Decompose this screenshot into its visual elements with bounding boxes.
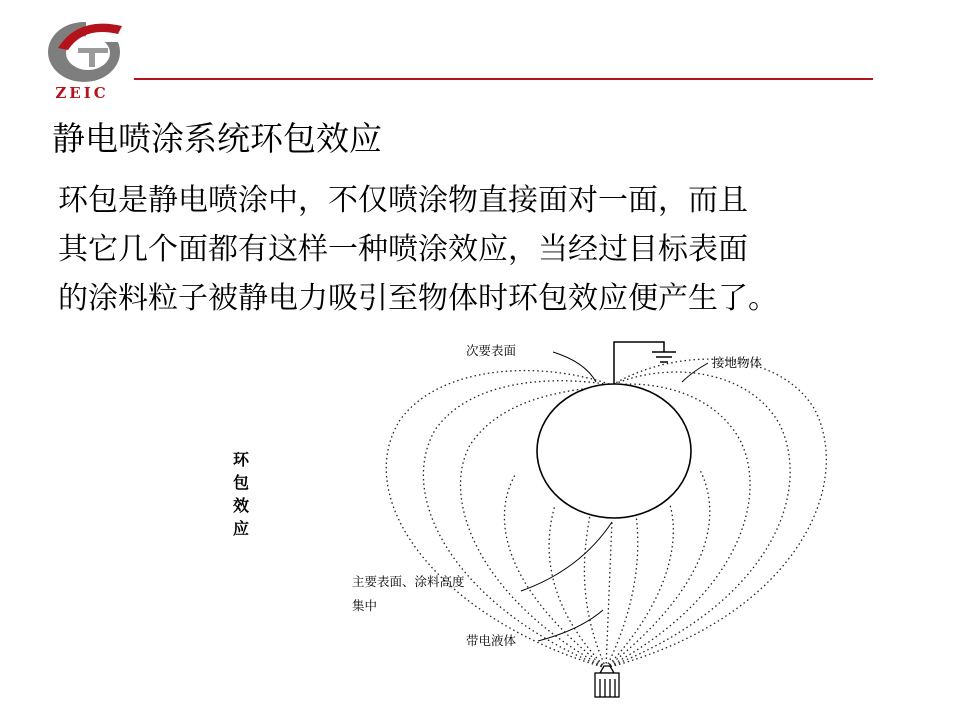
body-line-3: 的涂料粒子被静电力吸引至物体时环包效应便产生了。: [58, 281, 778, 316]
grounded-object-circle: [537, 384, 691, 518]
ground-symbol-icon: [614, 342, 676, 384]
body-line-2: 其它几个面都有这样一种喷涂效应，当经过目标表面: [58, 232, 748, 267]
charged-liquid-label: 带电液体: [466, 633, 517, 648]
secondary-surface-label: 次要表面: [466, 343, 517, 358]
side-label-char: 应: [232, 519, 249, 538]
side-label-char: 包: [232, 473, 249, 492]
primary-surface-label: 主要表面、涂料高度: [352, 574, 465, 589]
primary-surface-label-cont: 集中: [352, 598, 378, 613]
side-label-char: 效: [232, 496, 249, 515]
side-label-char: 环: [232, 450, 249, 469]
logo-text: ZEIC: [55, 84, 109, 102]
spray-nozzle-icon: [595, 666, 619, 697]
grounded-object-label: 接地物体: [712, 355, 763, 370]
slide-title: 静电喷涂系统环包效应: [52, 119, 382, 158]
body-line-1: 环包是静电喷涂中，不仅喷涂物直接面对一面，而且: [58, 183, 748, 218]
